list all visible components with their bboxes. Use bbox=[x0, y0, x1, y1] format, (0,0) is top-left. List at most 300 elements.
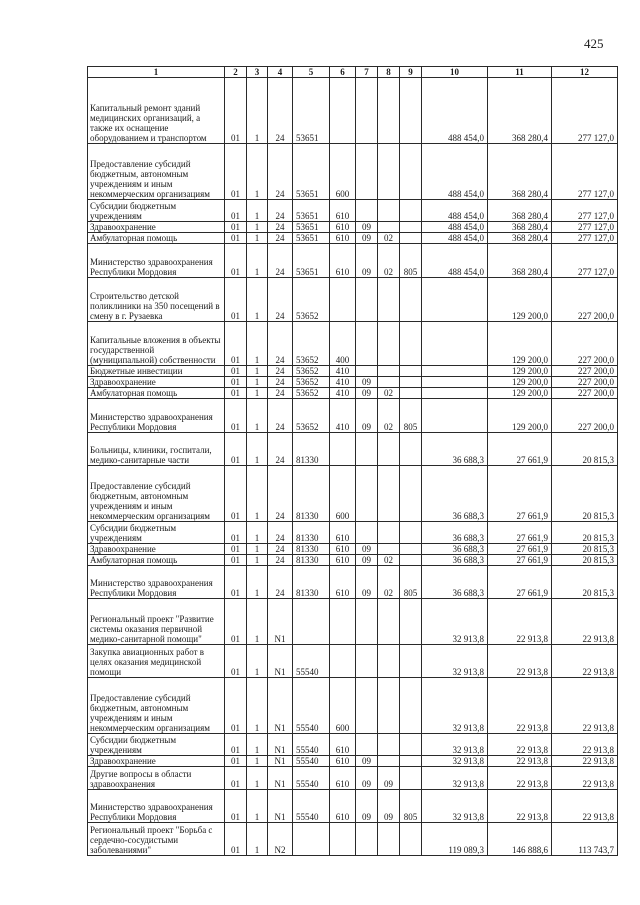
value-cell: 53652 bbox=[293, 399, 330, 433]
page-number: 425 bbox=[584, 36, 604, 51]
value-cell: N2 bbox=[268, 823, 293, 856]
value-cell: 129 200,0 bbox=[488, 399, 552, 433]
value-cell: 02 bbox=[378, 555, 400, 566]
value-cell: 227 200,0 bbox=[552, 278, 618, 322]
value-cell: 02 bbox=[378, 399, 400, 433]
value-cell: 24 bbox=[268, 466, 293, 522]
value-cell bbox=[400, 322, 422, 366]
value-cell: 55540 bbox=[293, 790, 330, 823]
value-cell: 09 bbox=[356, 544, 378, 555]
value-cell: 1 bbox=[247, 599, 268, 645]
value-cell bbox=[378, 645, 400, 678]
value-cell: 09 bbox=[356, 233, 378, 244]
value-cell: 20 815,3 bbox=[552, 466, 618, 522]
value-cell: 277 127,0 bbox=[552, 144, 618, 200]
value-cell: 22 913,8 bbox=[552, 599, 618, 645]
value-cell: 610 bbox=[330, 734, 356, 756]
value-cell: 129 200,0 bbox=[488, 377, 552, 388]
value-cell: 277 127,0 bbox=[552, 78, 618, 144]
value-cell: 01 bbox=[225, 244, 247, 278]
value-cell: 113 743,7 bbox=[552, 823, 618, 856]
budget-table bbox=[87, 66, 618, 856]
value-cell: 1 bbox=[247, 790, 268, 823]
value-cell: 01 bbox=[225, 566, 247, 599]
value-cell: 27 661,9 bbox=[488, 566, 552, 599]
value-cell: 488 454,0 bbox=[422, 78, 488, 144]
value-cell: 09 bbox=[356, 377, 378, 388]
value-cell: 146 888,6 bbox=[488, 823, 552, 856]
table-row bbox=[88, 767, 618, 790]
value-cell bbox=[400, 522, 422, 544]
value-cell: 01 bbox=[225, 678, 247, 734]
value-cell: 488 454,0 bbox=[422, 233, 488, 244]
row-label-cell: Амбулаторная помощь bbox=[88, 233, 225, 244]
value-cell bbox=[378, 200, 400, 222]
value-cell: 09 bbox=[356, 244, 378, 278]
value-cell bbox=[400, 756, 422, 767]
value-cell: 24 bbox=[268, 399, 293, 433]
value-cell: 1 bbox=[247, 322, 268, 366]
value-cell: 53651 bbox=[293, 233, 330, 244]
value-cell bbox=[378, 144, 400, 200]
value-cell: 1 bbox=[247, 555, 268, 566]
row-label-cell: Другие вопросы в области здравоохранения bbox=[88, 767, 225, 790]
value-cell: 09 bbox=[356, 566, 378, 599]
value-cell: 32 913,8 bbox=[422, 734, 488, 756]
value-cell: 1 bbox=[247, 823, 268, 856]
value-cell: 22 913,8 bbox=[488, 734, 552, 756]
value-cell: 368 280,4 bbox=[488, 233, 552, 244]
table-row bbox=[88, 790, 618, 823]
value-cell: 32 913,8 bbox=[422, 790, 488, 823]
value-cell: 600 bbox=[330, 466, 356, 522]
value-cell: 27 661,9 bbox=[488, 466, 552, 522]
value-cell: 27 661,9 bbox=[488, 522, 552, 544]
value-cell bbox=[356, 433, 378, 466]
row-label-cell: Амбулаторная помощь bbox=[88, 555, 225, 566]
value-cell bbox=[378, 322, 400, 366]
value-cell: 24 bbox=[268, 388, 293, 399]
table-body bbox=[88, 78, 618, 856]
column-header: 1 bbox=[88, 67, 225, 78]
value-cell: 1 bbox=[247, 756, 268, 767]
row-label-cell: Министерство здравоохранения Республики Мордовия bbox=[88, 566, 225, 599]
value-cell: 277 127,0 bbox=[552, 200, 618, 222]
value-cell: 32 913,8 bbox=[422, 599, 488, 645]
table-row bbox=[88, 200, 618, 222]
value-cell bbox=[356, 78, 378, 144]
value-cell: N1 bbox=[268, 790, 293, 823]
value-cell: 36 688,3 bbox=[422, 522, 488, 544]
value-cell bbox=[378, 466, 400, 522]
value-cell: 1 bbox=[247, 244, 268, 278]
value-cell: 20 815,3 bbox=[552, 555, 618, 566]
value-cell: 22 913,8 bbox=[552, 734, 618, 756]
value-cell: 488 454,0 bbox=[422, 200, 488, 222]
value-cell: 610 bbox=[330, 555, 356, 566]
value-cell: 53652 bbox=[293, 278, 330, 322]
value-cell: 32 913,8 bbox=[422, 645, 488, 678]
value-cell: 53652 bbox=[293, 322, 330, 366]
value-cell: 1 bbox=[247, 566, 268, 599]
value-cell: 22 913,8 bbox=[488, 599, 552, 645]
value-cell bbox=[400, 278, 422, 322]
value-cell: N1 bbox=[268, 767, 293, 790]
value-cell: 01 bbox=[225, 388, 247, 399]
column-header: 4 bbox=[268, 67, 293, 78]
row-label-cell: Капитальные вложения в объекты государственной (муниципальной) собственности bbox=[88, 322, 225, 366]
value-cell: 81330 bbox=[293, 466, 330, 522]
value-cell: 81330 bbox=[293, 522, 330, 544]
value-cell: 27 661,9 bbox=[488, 555, 552, 566]
table-row bbox=[88, 566, 618, 599]
value-cell bbox=[356, 322, 378, 366]
value-cell: 24 bbox=[268, 433, 293, 466]
row-label-cell: Амбулаторная помощь bbox=[88, 388, 225, 399]
value-cell bbox=[330, 823, 356, 856]
value-cell: 36 688,3 bbox=[422, 566, 488, 599]
table-row bbox=[88, 278, 618, 322]
value-cell bbox=[356, 734, 378, 756]
value-cell bbox=[378, 78, 400, 144]
table-row bbox=[88, 244, 618, 278]
value-cell: 27 661,9 bbox=[488, 544, 552, 555]
value-cell: 01 bbox=[225, 222, 247, 233]
value-cell: 24 bbox=[268, 200, 293, 222]
table-row bbox=[88, 366, 618, 377]
value-cell: 01 bbox=[225, 78, 247, 144]
value-cell: N1 bbox=[268, 756, 293, 767]
value-cell: 01 bbox=[225, 599, 247, 645]
value-cell: 55540 bbox=[293, 645, 330, 678]
value-cell: 01 bbox=[225, 522, 247, 544]
value-cell: 1 bbox=[247, 366, 268, 377]
row-label-cell: Капитальный ремонт зданий медицинских организаций, а также их оснащение оборудованием и транспортом bbox=[88, 78, 225, 144]
value-cell: 32 913,8 bbox=[422, 756, 488, 767]
value-cell: 400 bbox=[330, 322, 356, 366]
value-cell: 600 bbox=[330, 678, 356, 734]
value-cell: 22 913,8 bbox=[488, 645, 552, 678]
value-cell: 610 bbox=[330, 200, 356, 222]
value-cell: 24 bbox=[268, 233, 293, 244]
value-cell bbox=[422, 399, 488, 433]
value-cell: 368 280,4 bbox=[488, 200, 552, 222]
value-cell: 02 bbox=[378, 388, 400, 399]
value-cell bbox=[356, 466, 378, 522]
value-cell: 1 bbox=[247, 645, 268, 678]
value-cell: 01 bbox=[225, 734, 247, 756]
value-cell: 1 bbox=[247, 522, 268, 544]
value-cell: 129 200,0 bbox=[488, 322, 552, 366]
value-cell: 20 815,3 bbox=[552, 566, 618, 599]
value-cell bbox=[378, 278, 400, 322]
value-cell: 24 bbox=[268, 544, 293, 555]
value-cell bbox=[400, 233, 422, 244]
value-cell: 53652 bbox=[293, 388, 330, 399]
value-cell bbox=[378, 522, 400, 544]
row-label-cell: Региональный проект "Борьба с сердечно-сосудистыми заболеваниями" bbox=[88, 823, 225, 856]
value-cell: 22 913,8 bbox=[552, 790, 618, 823]
value-cell: 36 688,3 bbox=[422, 544, 488, 555]
value-cell: 20 815,3 bbox=[552, 433, 618, 466]
value-cell bbox=[378, 823, 400, 856]
value-cell: 805 bbox=[400, 399, 422, 433]
value-cell: 610 bbox=[330, 233, 356, 244]
value-cell bbox=[356, 823, 378, 856]
value-cell: 1 bbox=[247, 466, 268, 522]
value-cell: 24 bbox=[268, 144, 293, 200]
column-header: 6 bbox=[330, 67, 356, 78]
value-cell: 368 280,4 bbox=[488, 144, 552, 200]
value-cell: 53651 bbox=[293, 222, 330, 233]
value-cell: 36 688,3 bbox=[422, 555, 488, 566]
value-cell: 610 bbox=[330, 522, 356, 544]
table-row bbox=[88, 222, 618, 233]
value-cell: 24 bbox=[268, 244, 293, 278]
column-header: 3 bbox=[247, 67, 268, 78]
value-cell: 129 200,0 bbox=[488, 366, 552, 377]
value-cell: 1 bbox=[247, 200, 268, 222]
row-label-cell: Здравоохранение bbox=[88, 222, 225, 233]
value-cell bbox=[400, 377, 422, 388]
table-row bbox=[88, 399, 618, 433]
row-label-cell: Здравоохранение bbox=[88, 377, 225, 388]
value-cell: 24 bbox=[268, 278, 293, 322]
row-label-cell: Больницы, клиники, госпитали, медико-санитарные части bbox=[88, 433, 225, 466]
value-cell: 1 bbox=[247, 233, 268, 244]
value-cell bbox=[400, 823, 422, 856]
row-label-cell: Субсидии бюджетным учреждениям bbox=[88, 200, 225, 222]
value-cell: 02 bbox=[378, 566, 400, 599]
value-cell: 410 bbox=[330, 388, 356, 399]
value-cell: 01 bbox=[225, 278, 247, 322]
value-cell: 09 bbox=[356, 555, 378, 566]
value-cell: 01 bbox=[225, 144, 247, 200]
value-cell: 02 bbox=[378, 244, 400, 278]
value-cell: 09 bbox=[356, 399, 378, 433]
value-cell: 1 bbox=[247, 734, 268, 756]
value-cell: 410 bbox=[330, 377, 356, 388]
value-cell bbox=[400, 388, 422, 399]
value-cell: 09 bbox=[356, 767, 378, 790]
table-row bbox=[88, 756, 618, 767]
value-cell: 1 bbox=[247, 544, 268, 555]
value-cell: 81330 bbox=[293, 555, 330, 566]
value-cell: 610 bbox=[330, 767, 356, 790]
column-header: 9 bbox=[400, 67, 422, 78]
value-cell bbox=[378, 734, 400, 756]
value-cell: 53651 bbox=[293, 200, 330, 222]
table-row bbox=[88, 466, 618, 522]
column-header: 7 bbox=[356, 67, 378, 78]
value-cell bbox=[400, 767, 422, 790]
value-cell: 1 bbox=[247, 433, 268, 466]
value-cell bbox=[400, 466, 422, 522]
value-cell: 55540 bbox=[293, 734, 330, 756]
value-cell: 01 bbox=[225, 767, 247, 790]
value-cell bbox=[356, 200, 378, 222]
value-cell bbox=[400, 222, 422, 233]
row-label-cell: Бюджетные инвестиции bbox=[88, 366, 225, 377]
value-cell: 53651 bbox=[293, 244, 330, 278]
value-cell: 55540 bbox=[293, 767, 330, 790]
value-cell: 01 bbox=[225, 790, 247, 823]
row-label-cell: Закупка авиационных работ в целях оказания медицинской помощи bbox=[88, 645, 225, 678]
value-cell bbox=[400, 678, 422, 734]
value-cell bbox=[400, 555, 422, 566]
value-cell: 805 bbox=[400, 790, 422, 823]
table-row bbox=[88, 555, 618, 566]
value-cell: 410 bbox=[330, 399, 356, 433]
value-cell bbox=[422, 366, 488, 377]
row-label-cell: Субсидии бюджетным учреждениям bbox=[88, 522, 225, 544]
table-row bbox=[88, 823, 618, 856]
value-cell: 02 bbox=[378, 233, 400, 244]
value-cell bbox=[400, 200, 422, 222]
value-cell: 410 bbox=[330, 366, 356, 377]
value-cell bbox=[356, 278, 378, 322]
value-cell: 805 bbox=[400, 244, 422, 278]
value-cell: 1 bbox=[247, 399, 268, 433]
value-cell bbox=[356, 522, 378, 544]
value-cell: 610 bbox=[330, 222, 356, 233]
value-cell bbox=[293, 823, 330, 856]
value-cell: 1 bbox=[247, 144, 268, 200]
value-cell: 53652 bbox=[293, 377, 330, 388]
value-cell: 24 bbox=[268, 78, 293, 144]
value-cell: 22 913,8 bbox=[552, 678, 618, 734]
value-cell bbox=[400, 366, 422, 377]
value-cell: 01 bbox=[225, 366, 247, 377]
value-cell: 805 bbox=[400, 566, 422, 599]
value-cell: 01 bbox=[225, 377, 247, 388]
table-row bbox=[88, 599, 618, 645]
value-cell bbox=[400, 544, 422, 555]
value-cell bbox=[378, 599, 400, 645]
header-row bbox=[88, 67, 618, 78]
value-cell: 01 bbox=[225, 433, 247, 466]
value-cell: 277 127,0 bbox=[552, 233, 618, 244]
value-cell bbox=[378, 222, 400, 233]
value-cell: 488 454,0 bbox=[422, 244, 488, 278]
row-label-cell: Здравоохранение bbox=[88, 544, 225, 555]
value-cell: 610 bbox=[330, 544, 356, 555]
value-cell bbox=[422, 377, 488, 388]
value-cell: 22 913,8 bbox=[552, 756, 618, 767]
value-cell: 22 913,8 bbox=[488, 767, 552, 790]
value-cell: 129 200,0 bbox=[488, 388, 552, 399]
value-cell: 22 913,8 bbox=[552, 645, 618, 678]
row-label-cell: Предоставление субсидий бюджетным, автономным учреждениям и иным некоммерческим организациям bbox=[88, 678, 225, 734]
value-cell: 24 bbox=[268, 222, 293, 233]
column-header: 5 bbox=[293, 67, 330, 78]
value-cell bbox=[293, 599, 330, 645]
row-label-cell: Региональный проект "Развитие системы оказания первичной медико-санитарной помощи" bbox=[88, 599, 225, 645]
table-row bbox=[88, 78, 618, 144]
value-cell: 24 bbox=[268, 377, 293, 388]
value-cell: 01 bbox=[225, 322, 247, 366]
value-cell bbox=[400, 599, 422, 645]
value-cell: 24 bbox=[268, 322, 293, 366]
value-cell: 55540 bbox=[293, 756, 330, 767]
value-cell bbox=[356, 599, 378, 645]
value-cell bbox=[400, 144, 422, 200]
value-cell: 600 bbox=[330, 144, 356, 200]
table-row bbox=[88, 734, 618, 756]
value-cell: 09 bbox=[378, 767, 400, 790]
value-cell bbox=[356, 645, 378, 678]
value-cell bbox=[378, 678, 400, 734]
value-cell: 32 913,8 bbox=[422, 678, 488, 734]
value-cell bbox=[422, 388, 488, 399]
column-header: 8 bbox=[378, 67, 400, 78]
table-row bbox=[88, 544, 618, 555]
value-cell bbox=[356, 678, 378, 734]
value-cell: 01 bbox=[225, 233, 247, 244]
value-cell: N1 bbox=[268, 734, 293, 756]
table-row bbox=[88, 678, 618, 734]
table-row bbox=[88, 645, 618, 678]
value-cell: 22 913,8 bbox=[488, 678, 552, 734]
value-cell: 01 bbox=[225, 200, 247, 222]
value-cell bbox=[378, 433, 400, 466]
row-label-cell: Министерство здравоохранения Республики Мордовия bbox=[88, 790, 225, 823]
row-label-cell: Строительство детской поликлиники на 350 посещений в смену в г. Рузаевка bbox=[88, 278, 225, 322]
value-cell: 24 bbox=[268, 566, 293, 599]
value-cell: 227 200,0 bbox=[552, 399, 618, 433]
value-cell: 1 bbox=[247, 377, 268, 388]
row-label-cell: Министерство здравоохранения Республики Мордовия bbox=[88, 399, 225, 433]
value-cell bbox=[330, 599, 356, 645]
value-cell: 488 454,0 bbox=[422, 144, 488, 200]
value-cell: 368 280,4 bbox=[488, 244, 552, 278]
value-cell: 01 bbox=[225, 645, 247, 678]
value-cell: 01 bbox=[225, 544, 247, 555]
value-cell: 610 bbox=[330, 756, 356, 767]
value-cell: 227 200,0 bbox=[552, 366, 618, 377]
value-cell: 368 280,4 bbox=[488, 222, 552, 233]
table-row bbox=[88, 388, 618, 399]
row-label-cell: Субсидии бюджетным учреждениям bbox=[88, 734, 225, 756]
value-cell: 277 127,0 bbox=[552, 244, 618, 278]
column-header: 2 bbox=[225, 67, 247, 78]
value-cell: 32 913,8 bbox=[422, 767, 488, 790]
value-cell: 53651 bbox=[293, 144, 330, 200]
value-cell: 1 bbox=[247, 78, 268, 144]
value-cell: 227 200,0 bbox=[552, 322, 618, 366]
table-row bbox=[88, 522, 618, 544]
value-cell: 24 bbox=[268, 366, 293, 377]
value-cell: 09 bbox=[378, 790, 400, 823]
value-cell: 22 913,8 bbox=[488, 756, 552, 767]
value-cell bbox=[330, 645, 356, 678]
value-cell bbox=[330, 278, 356, 322]
value-cell: 277 127,0 bbox=[552, 222, 618, 233]
value-cell bbox=[422, 322, 488, 366]
value-cell: 01 bbox=[225, 466, 247, 522]
value-cell: 27 661,9 bbox=[488, 433, 552, 466]
value-cell: N1 bbox=[268, 645, 293, 678]
value-cell: 09 bbox=[356, 222, 378, 233]
value-cell: 01 bbox=[225, 399, 247, 433]
table-row bbox=[88, 233, 618, 244]
value-cell bbox=[356, 366, 378, 377]
value-cell: 09 bbox=[356, 790, 378, 823]
value-cell: N1 bbox=[268, 599, 293, 645]
table-row bbox=[88, 433, 618, 466]
column-header: 12 bbox=[552, 67, 618, 78]
value-cell bbox=[378, 544, 400, 555]
